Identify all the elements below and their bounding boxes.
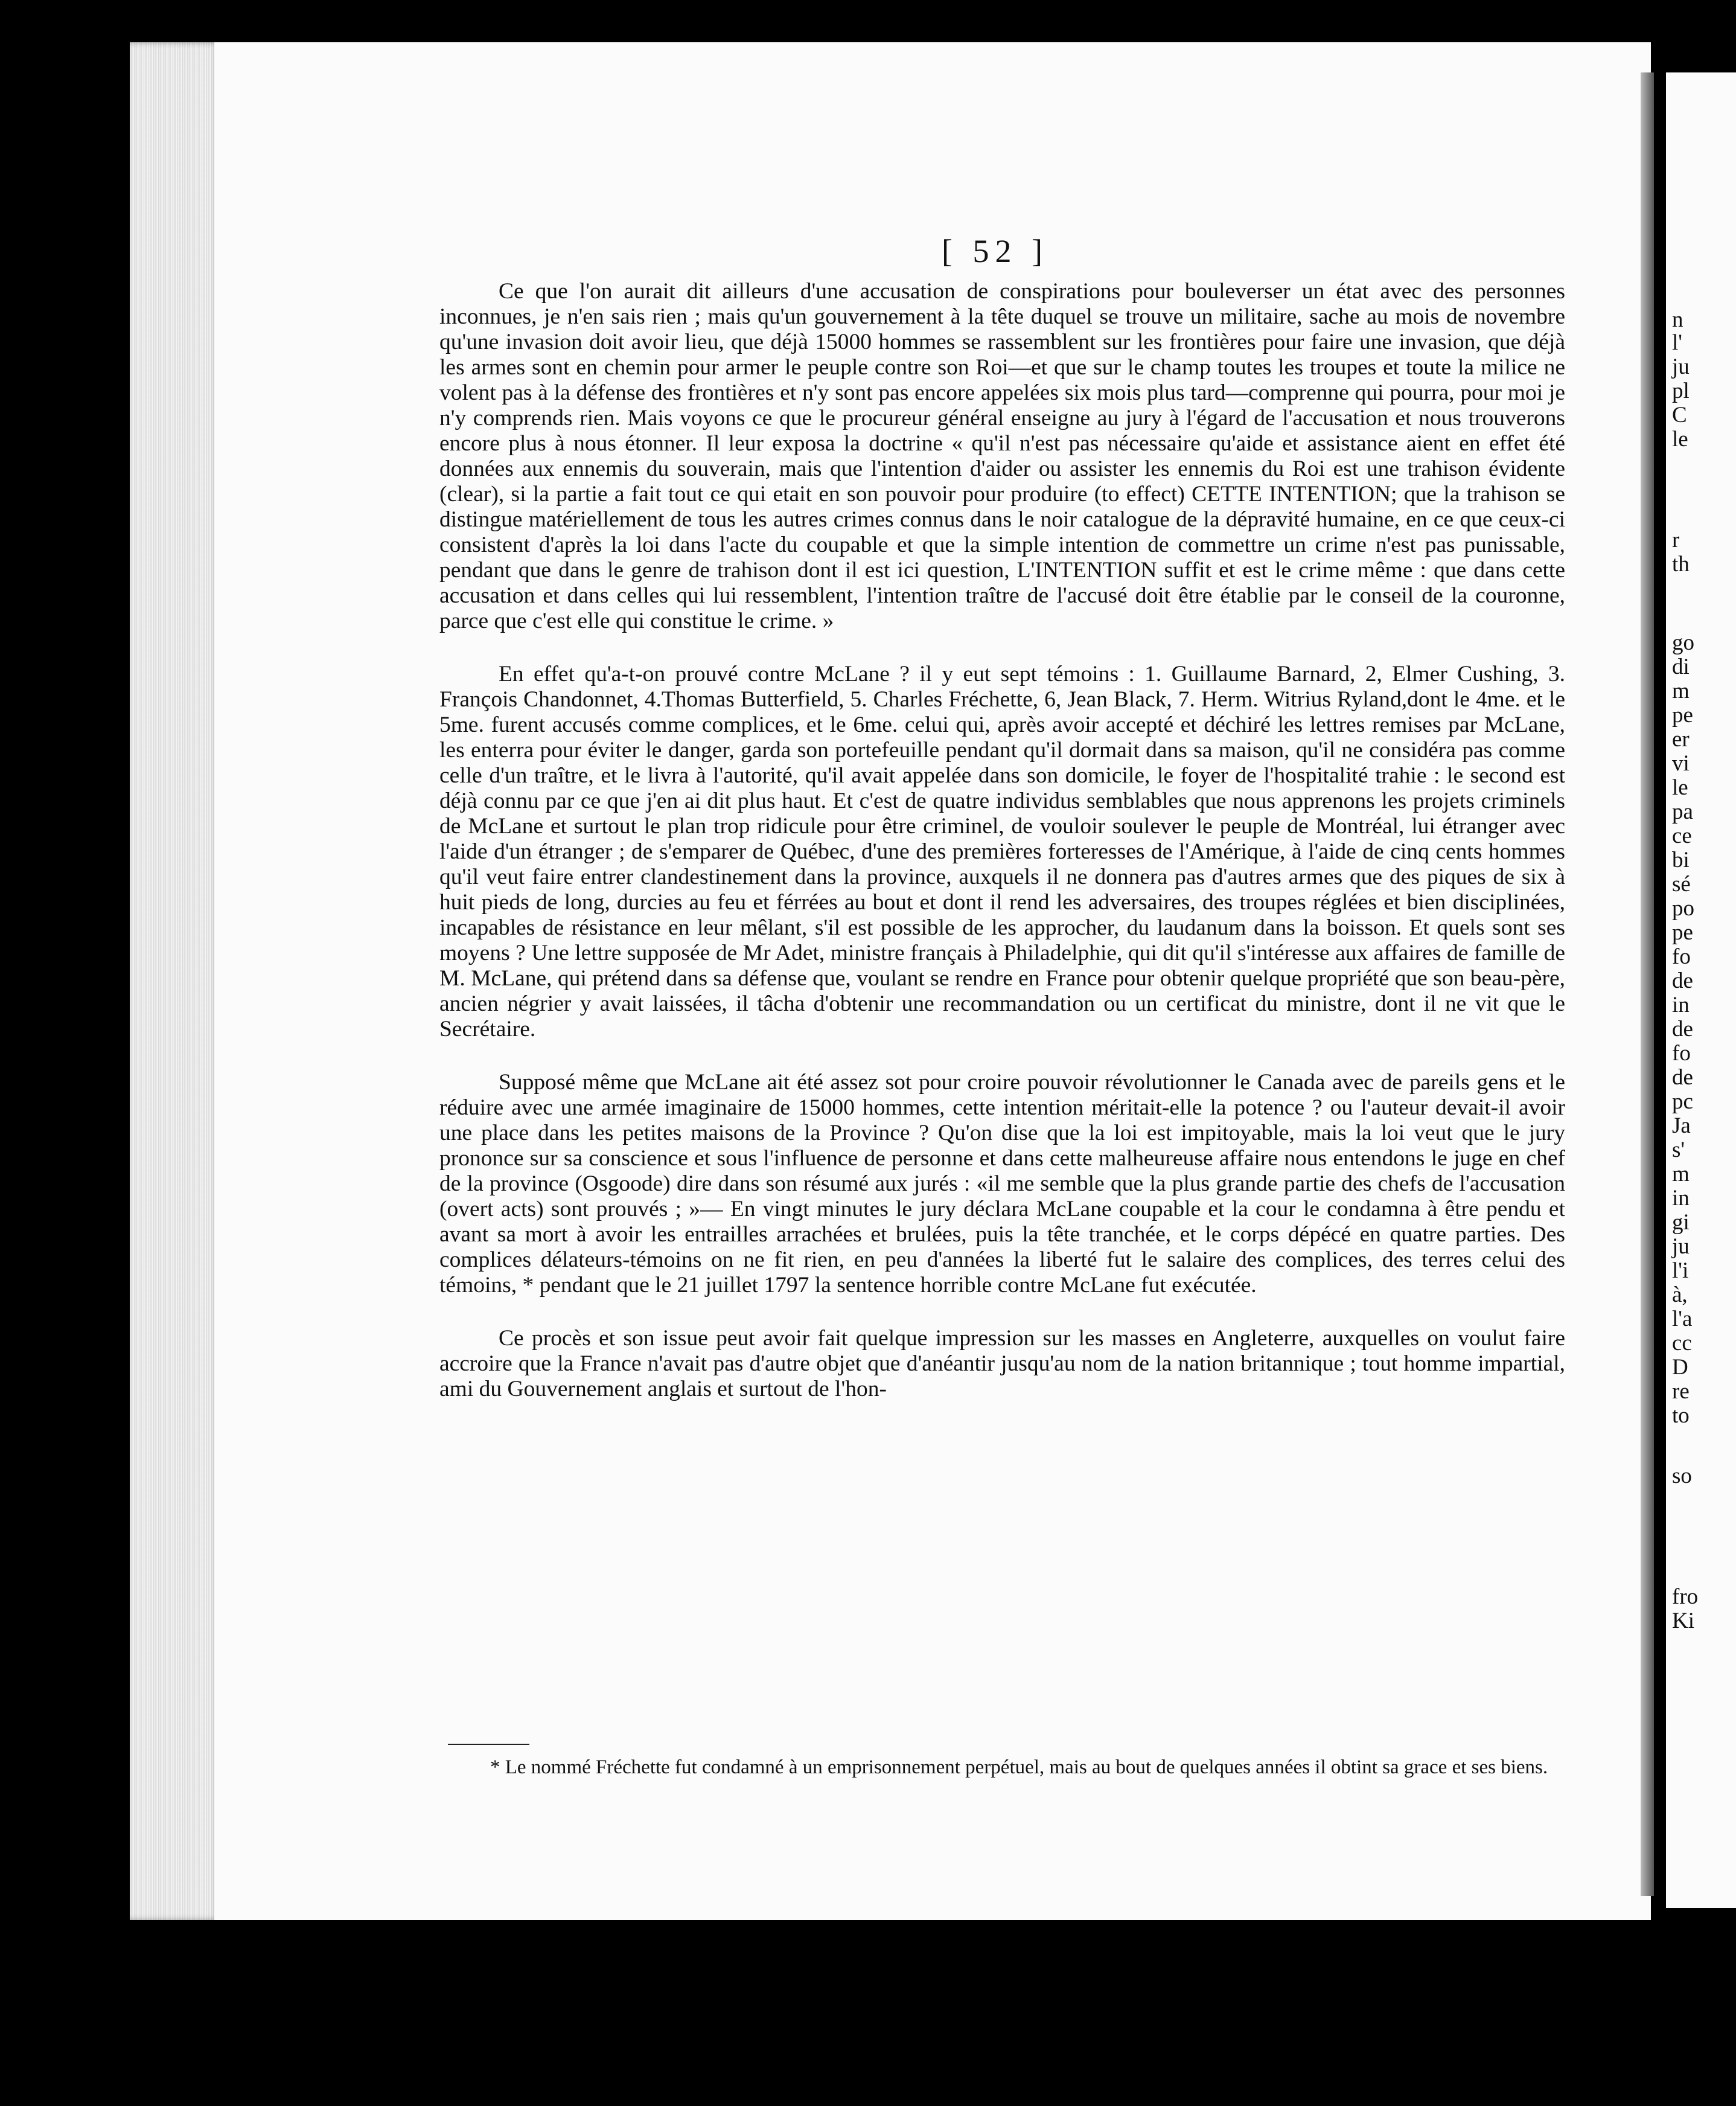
edge-text: fro bbox=[1672, 1584, 1699, 1609]
edge-text: in bbox=[1672, 993, 1690, 1017]
body-text bbox=[439, 279, 1565, 1402]
edge-text: cc bbox=[1672, 1331, 1692, 1355]
edge-text: to bbox=[1672, 1403, 1690, 1428]
edge-text: bi bbox=[1672, 848, 1690, 872]
page-number: [ 52 ] bbox=[942, 233, 1048, 269]
edge-text: m bbox=[1672, 679, 1690, 703]
edge-text: gi bbox=[1672, 1210, 1690, 1235]
edge-text: l'i bbox=[1672, 1258, 1689, 1283]
edge-text: pc bbox=[1672, 1089, 1693, 1114]
edge-text: s' bbox=[1672, 1138, 1685, 1162]
edge-text: D bbox=[1672, 1355, 1688, 1380]
next-page-edge bbox=[1666, 72, 1736, 1908]
edge-text: fo bbox=[1672, 944, 1691, 969]
edge-text: m bbox=[1672, 1162, 1690, 1186]
edge-text: so bbox=[1672, 1464, 1692, 1488]
edge-text: à, bbox=[1672, 1282, 1688, 1307]
edge-text: de bbox=[1672, 1017, 1693, 1042]
edge-text: pe bbox=[1672, 703, 1693, 728]
edge-text: ju bbox=[1672, 354, 1690, 379]
edge-text: vi bbox=[1672, 751, 1690, 776]
edge-text: le bbox=[1672, 775, 1688, 800]
edge-text: l'a bbox=[1672, 1307, 1693, 1331]
edge-text: fo bbox=[1672, 1041, 1691, 1066]
edge-text: sé bbox=[1672, 872, 1691, 897]
edge-text: th bbox=[1672, 552, 1690, 577]
edge-text: de bbox=[1672, 968, 1693, 993]
edge-text: in bbox=[1672, 1186, 1690, 1211]
paragraph-2: En effet qu'a-t-on prouvé contre McLane ? il y eut sept témoins : 1. Guillaume Barnard, 2, Elmer Cushing, 3. François Chandonnet, 4.Thomas Butterfield, 5. Charles Fréchette, 6, Jean Black, 7. Herm. Witrius Ryland,dont le 4me. et le 5me. furent accusés comme complices, et le 6me. celui qui, après avoir accepté et déchiré les lettres remises par McLane, les enterra pour éviter le danger, garda son portefeuille pendant qu'il dormait dans sa maison, qu'il ne considéra pas comme celle d'un traître, et le livra à l'autorité, qu'il avait appelée dans son domicile, le foyer de l'hospitalité trahie : le second est déjà connu par ce que j'en ai dit plus haut. Et c'est de quatre individus semblables que nous apprenons les projets criminels de McLane et surtout le plan trop ridicule pour être criminel, de vouloir soulever le peuple de Montréal, lui étranger avec l'aide d'un étranger ; de s'emparer de Québec, d'une des premières forteresses de l'Amérique, à l'aide de cinq cents hommes qu'il veut faire entrer clandestinement dans la province, auxquels il ne donnera pas d'autres armes que des piques de six à huit pieds de long, durcies au feu et férrées au bout et dont il rend les adversaires, des troupes réglées et bien disciplinées, incapables de résistance en leur mêlant, s'il est possible de les approcher, du laudanum dans la boisson. Et quels sont ses moyens ? Une lettre supposée de Mr Adet, ministre français à Philadelphie, qui dit qu'il s'intéresse aux affaires de famille de M. McLane, qui prétend dans sa défense que, voulant se rendre en France pour obtenir quelque propriété que son beau-père, ancien négrier y avait laissées, il tâcha d'obtenir une recommandation ou un certificat du ministre, dont il ne vit que le Secrétaire. bbox=[439, 662, 1565, 1042]
book-page-edges bbox=[130, 42, 220, 1920]
book-gutter bbox=[1641, 72, 1654, 1896]
footnote: * Le nommé Fréchette fut condamné à un emprisonnement perpétuel, mais au bout de quelques années il obtint sa grace et ses biens. bbox=[490, 1756, 1548, 1778]
edge-text: er bbox=[1672, 727, 1690, 752]
edge-text: n bbox=[1672, 307, 1683, 332]
edge-text: ju bbox=[1672, 1234, 1690, 1259]
footnote-rule bbox=[448, 1744, 529, 1745]
paragraph-4: Ce procès et son issue peut avoir fait quelque impression sur les masses en Angleterre, auxquelles on voulut faire accroire que la France n'avait pas d'autre objet que d'anéantir jusqu'au nom de la nation britannique ; tout homme impartial, ami du Gouvernement anglais et surtout de l'hon- bbox=[439, 1326, 1565, 1401]
edge-text: r bbox=[1672, 528, 1680, 552]
edge-text: di bbox=[1672, 655, 1690, 679]
edge-text: C bbox=[1672, 403, 1687, 427]
edge-text: Ja bbox=[1672, 1113, 1691, 1138]
paragraph-3: Supposé même que McLane ait été assez sot pour croire pouvoir révolutionner le Canada avec de pareils gens et le réduire avec une armée imaginaire de 15000 hommes, cette intention méritait-elle la potence ? ou l'auteur devait-il avoir une place dans les petites maisons de la Province ? Qu'on dise que la loi est impitoyable, mais la loi veut que le jury prononce sur sa conscience et sous l'influence de personne et dans cette malheureuse affaire nous entendons le juge en chef de la province (Osgoode) dire dans son résumé aux jurés : «il me semble que la plus grande partie des chefs de l'accusation (overt acts) sont prouvés ; »— En vingt minutes le jury déclara McLane coupable et la cour le condamna à être pendu et avant sa mort à avoir les entrailles arrachées et brulées, puis la tête tranchée, et le corps dépécé en quatre parties. Des complices délateurs-témoins on ne fit rien, en peu d'années la liberté fut le salaire des complices, des terres celui des témoins, * pendant que le 21 juillet 1797 la sentence horrible contre McLane fut exécutée. bbox=[439, 1070, 1565, 1298]
edge-text: de bbox=[1672, 1065, 1693, 1090]
paragraph-1: Ce que l'on aurait dit ailleurs d'une accusation de conspirations pour bouleverser un état avec des personnes inconnues, je n'en sais rien ; mais qu'un gouvernement à la tête duquel se trouve un militaire, sache au mois de novembre qu'une invasion doit avoir lieu, que déjà 15000 hommes se rassemblent sur les frontières pour faire une invasion, que déjà les armes sont en chemin pour armer le peuple contre son Roi—et que sur le champ toutes les troupes et toute la milice ne volent pas à la défense des frontières et n'y sont pas encore appelées six mois plus tard—comprenne qui pourra, pour moi je n'y comprends rien. Mais voyons ce que le procureur général enseigne au jury à l'égard de l'accusation et nous trouverons encore plus à nous étonner. Il leur exposa la doctrine « qu'il n'est pas nécessaire qu'aide et assistance aient en effet été données aux ennemis du souverain, mais que l'intention d'aider ou assister les ennemis du Roi est une trahison évidente (clear), si la partie a fait tout ce qui etait en son pouvoir pour produire (to effect) CETTE INTENTION; que la trahison se distingue matériellement de tous les autres crimes connus dans le noir catalogue de la dépravité humaine, en ce que ceux-ci consistent d'après la loi dans l'acte du coupable et que la simple intention de commettre un crime n'est pas punissable, pendant que dans le genre de trahison dont il est ici question, L'INTENTION suffit et est le crime même : que dans cette accusation et dans celles qui lui ressemblent, l'intention traître de l'accusé doit être établie par le conseil de la couronne, parce que c'est elle qui constitue le crime. » bbox=[439, 279, 1565, 633]
edge-text: pl bbox=[1672, 379, 1690, 403]
edge-text: le bbox=[1672, 427, 1688, 452]
edge-text: ce bbox=[1672, 824, 1692, 848]
edge-text: l' bbox=[1672, 330, 1682, 355]
edge-text: re bbox=[1672, 1379, 1690, 1404]
edge-text: Ki bbox=[1672, 1608, 1694, 1633]
edge-text: po bbox=[1672, 896, 1694, 921]
edge-text: go bbox=[1672, 630, 1694, 655]
edge-text: pe bbox=[1672, 920, 1693, 945]
edge-text: pa bbox=[1672, 799, 1693, 824]
